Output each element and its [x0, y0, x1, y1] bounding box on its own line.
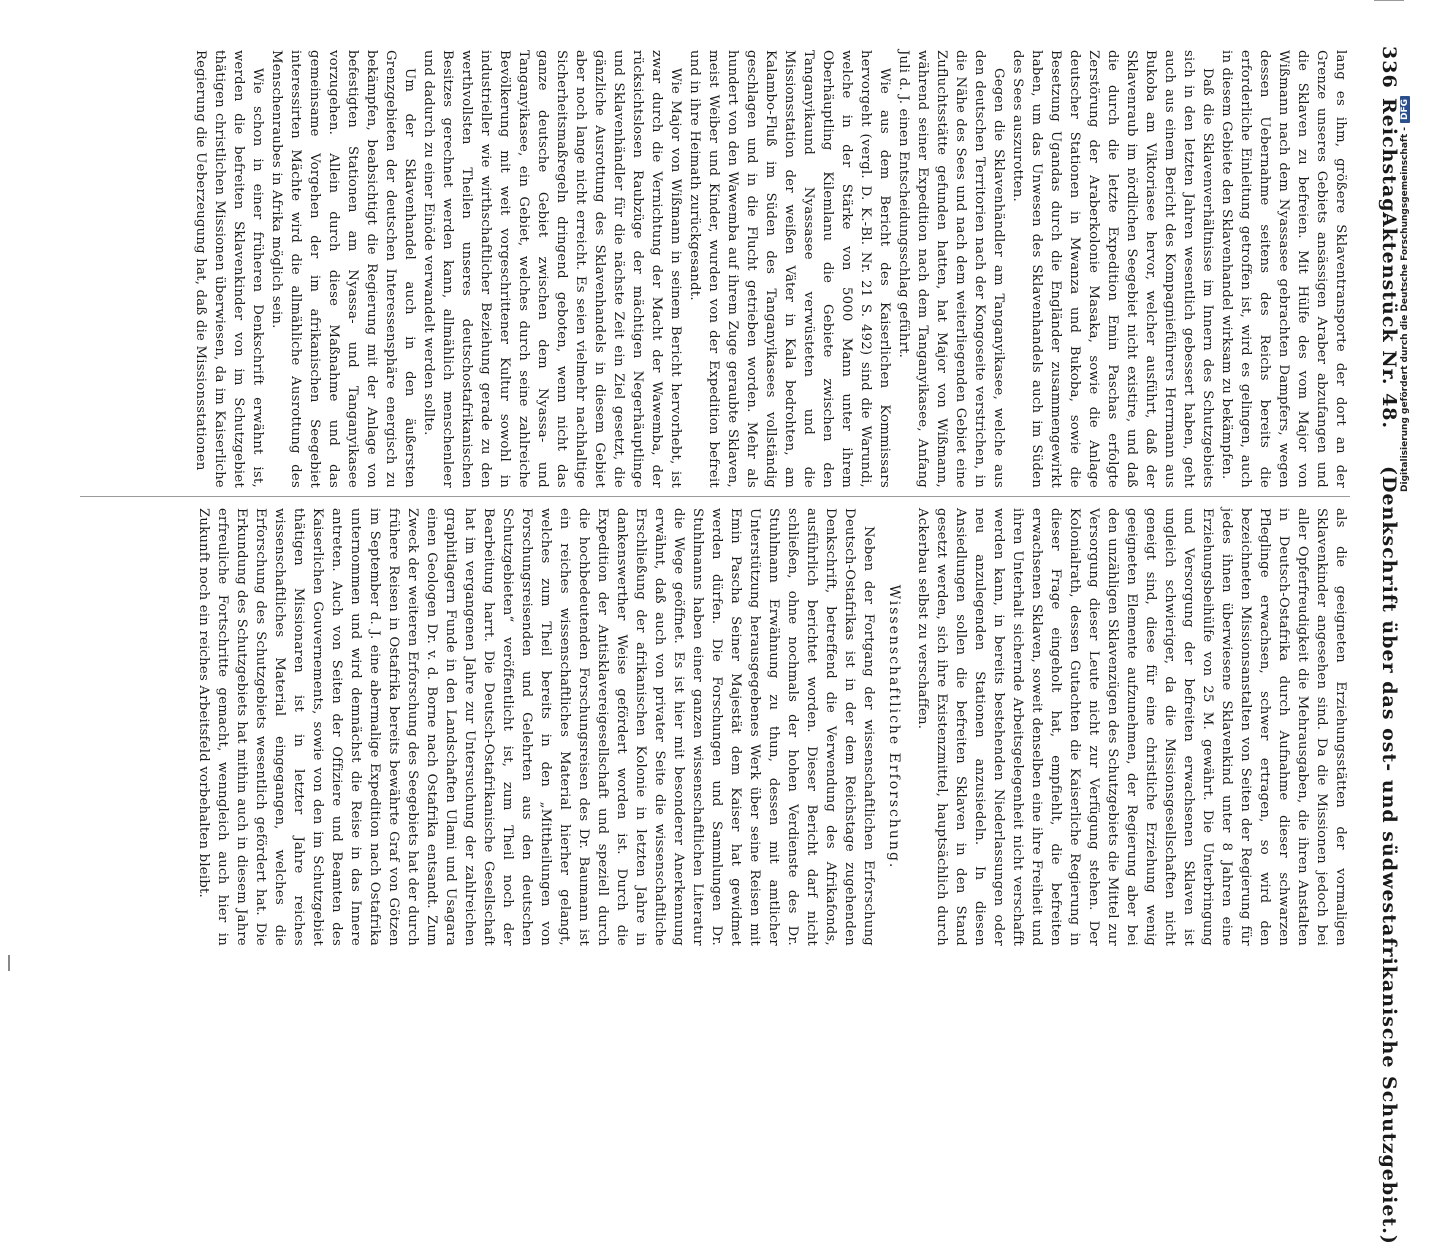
- running-head-title: Aktenstück Nr. 48.: [1378, 212, 1400, 430]
- digitization-note: [1400, 96, 1414, 1096]
- running-header: [1364, 46, 1404, 1245]
- right-column: [194, 508, 1350, 946]
- paragraph: Neben der Fortgang der wissenschaftlichen Erforschung Deutsch-Ostafrikas ist in der dem Reichstage zugehenden Denkschrift, betreffend die Verwendung des Afrikafonds, ausführlich berichtet worden. Dieser Bericht darf nicht schließen, ohne nochmals der hohen Verdienste des Dr. Stuhlmann Erwähnung zu thun, dessen mit amtlicher Unterstützung herausgegebenes Werk über seine Reisen mit Emin Pascha Seiner Majestät dem Kaiser hat gewidmet werden dürfen. Die Forschungen und Sammlungen Dr. Stuhlmanns haben einer ganzen wissenschaftlichen Literatur die Wege geöffnet. Es ist hier mit besonderer Anerkennung erwähnt, daß auch von privater Seite die wissenschaftliche Erschließung der afrikanischen Kolonie in letzten Jahre in dankenswerther Weise gefördert worden ist. Durch die Expedition der Antisklavereigesellschaft und speziell durch die hochbedeutenden Forschungsreisen des Dr. Baumann ist ein reiches wissenschaftliches Material hierher gelangt, welches zum Theil bereits in den „Mittheilungen von Forschungsreisenden und Gelehrten aus den deutschen Schutzgebieten“ veröffentlicht ist, zum Theil noch der Bearbeitung harrt. Die Deutsch-Ostafrikanische Gesellschaft hat im vergangenen Jahre zur Untersuchung der zahlreichen graphitlagern Funde in den Landschaften Ulami und Usagara einen Geologen Dr. v. d. Borne nach Ostafrika entsandt. Zum Zweck der weiteren Erforschung des Seegebiets hat der durch frühere Reisen in Ostafrika bereits bewährte Graf von Götzen im September d. J. eine abermalige Expedition nach Ostafrika unternommen und wird demnächst die Reise in das Innere antreten. Auch von Seiten der Offiziere und Beamten des Kaiserlichen Gouvernements, sowie von den im Schutzgebiet thätigen Missionaren ist in letzter Jahre reiches wissenschaftliches Material eingegangen, welches die Erforschung des Schutzgebiets wesentlich gefördert hat. Die Erkundung des Schutzgebiets hat mithin auch in diesem Jahre erfreuliche Fortschritte gemacht, wenngleich auch hier in Zukunft noch ein reiches Arbeitsfeld vorbehalten bleibt.: [196, 508, 876, 946]
- scan-speck: [8, 955, 10, 971]
- running-head-subtitle: (Denkschrift über das ost- und südwestafrikanische Schutzgebiet.): [1378, 466, 1400, 1245]
- paragraph: Wie schon in einer früheren Denkschrift erwähnt ist, werden die befreiten Sklavenkinder von im Schutzgebiet thätigen christlichen Missionen überwiesen, da im Kaiserliche Regierung die Ueberzeugung hat, daß die Missionsstationen: [193, 50, 265, 488]
- left-column: [191, 50, 1350, 488]
- running-head-left: Reichstag.: [1378, 98, 1400, 221]
- scan-edge-mark: [1374, 0, 1404, 1]
- paragraph: als die geeigneten Erziehungsstätten der vormaligen Sklavenkinder angesehen sind. Da die Missionen jedoch bei aller Opferfreudigkeit die Mehrausgaben, die ihren Anstalten in Deutsch-Ostafrika durch Aufnahme dieser schwarzen Pfleglinge erwachsen, schwer ertragen, so wird den bezeichneten Missionsanstalten von Seiten der Regierung für jedes ihnen überwiesene Sklavenkind unter 8 Jahren eine Erziehungsbeihülfe von 25 M. gewährt. Die Unterbringung und Versorgung der befreiten erwachsenen Sklaven ist ungleich schwieriger, da die Missionsgesellschaften nicht geneigt sind, diese für eine christliche Erziehung wenig geeigneten Elemente aufzunehmen, der Regierung aber bei den unzähligen Sklavenzügen des Schutzgebiets die Mittel zur Versorgung dieser Leute nicht zur Verfügung stehen. Der Kolonialrath, dessen Gutachten die Kaiserliche Regierung in dieser Frage eingeholt hat, empfiehlt, die befreiten erwachsenen Sklaven, soweit denselben eine ihre Freiheit und ihren Unterhalt sichernde Arbeitsgelegenheit nicht verschafft werden kann, in bereits bestehenden Niederlassungen oder neu anzulegenden Stationen anzusiedeln. In diesen Ansiedlungen sollen die befreiten Sklaven in den Stand gesetzt werden, sich ihre Existenzmittel, hauptsächlich durch Ackerbau selbst zu verschaffen.: [915, 508, 1348, 946]
- page-number: 336: [1378, 46, 1400, 89]
- section-heading: Wissenschaftliche Erforschung.: [886, 584, 902, 870]
- paragraph: Wie aus dem Bericht des Kaiserlichen Kommissars hervorgeht (vergl. D. K.-Bl. Nr. 21 S. 492) sind die Warundi, welche in der Stärke von 5000 Mann unter ihrem Oberhäuptling Kilemlanu die Gebiete zwischen den Tanganyikaund Nyassasee verwüsteten und die Missionsstation der weißen Väter in Kala bedrohten, am Kalambo-Fluß im Süden des Tanganyikasees vollständig geschlagen und in die Flucht getrieben worden. Mehr als hundert von den Wawemba auf ihrem Zuge geraubte Sklaven, meist Weiber und Kinder, wurden von der Expedition befreit und in ihre Heimath zurückgesandt.: [687, 50, 892, 488]
- paragraph: lang es ihm, größere Sklaventransporte der dort an der Grenze unseres Gebiets ansässigen Araber abzufangen und die Sklaven zu befreien. Mit Hülfe des vom Major von Wißmann nach dem Nyassasee gebrachten Dampfers, wegen dessen Uebernahme seitens des Reichs bereits die erforderliche Einleitung getroffen ist, wird es gelingen, auch in diesem Gebiete den Sklavenhandel wirksam zu bekämpfen.: [1219, 50, 1348, 488]
- dfg-badge: DFG: [1400, 96, 1410, 123]
- paragraph: Daß die Sklavenverhältnisse im Innern des Schutzgebiets sich in den letzten Jahren wesentlich gebessert haben, geht auch aus einem Bericht des Kompagnieführers Herrmann aus Bukoba am Viktoriasee hervor, welcher ausführt, daß der Sklavenraub im nördlichen Seegebiet nicht existire, und daß die durch die letzte Expedition Emin Paschas erfolgte Zerstörung der Araberkolonie Masaka, sowie die Anlage deutscher Stationen in Mwanza und Bukoba, sowie die Besetzung Ugandas durch die Engländer zusammengewirkt haben, um das Unwesen des Sklavenhandels auch im Süden des Sees auszurotten.: [1010, 50, 1215, 488]
- paragraph: Um der Sklavenhandel auch in den äußersten Grenzgebieten der deutschen Interessensphäre energisch zu bekämpfen, beabsichtigt die Regierung mit der Anlage von befestigten Stationen am Nyassa- und Tanganyikasee vorzugehen. Allein durch diese Maßnahme und das gemeinsame Vorgehen der im afrikanischen Seegebiet interessirten Mächte wird die allmähliche Ausrottung des Menschenraubes in Afrika möglich sein.: [269, 50, 417, 488]
- paragraph: Gegen die Sklavenhändler am Tanganyikasee, welche aus den deutschen Territorien nach der Kongoseite verstrichen, in die Nähe des Sees und nach dem weiterliegenden Gebiet eine Zufluchtsstätte gefunden hatten, hat Major von Wißmann, während seiner Expedition nach dem Tanganyikasee, Anfang Juli d. J. einen Entscheidungsschlag geführt.: [896, 50, 1006, 488]
- paragraph: Wie Major von Wißmann in seinem Bericht hervorhebt, ist zwar durch die Vernichtung der Macht der Wawemba, der rücksichtslosen Raubzüge der mächtigen Negerhäuptlinge und Sklavenhändler für die nächste Zeit ein Ziel gesetzt, die gänzliche Ausrottung des Sklavenhandels in diesem Gebiet aber noch lange nicht erreicht. Es seien vielmehr nachhaltige Sicherheitsmaßregeln dringend geboten, wenn nicht das ganze deutsche Gebiet zwischen dem Nyassa- und Tanganyikasee, ein Gebiet, welches durch seine zahlreiche Bevölkerung mit weit vorgeschrittener Kultur sowohl in industrieller wie wirthschaftlicher Beziehung gerade zu den werthvollsten Theilen unseres deutschostafrikanischen Besitzes gerechnet werden kann, allmählich menschenleer und dadurch zu einer Einöde verwandelt werden sollte.: [421, 50, 683, 488]
- digitization-text: Digitalisierung gefördert durch die Deutsche Forschungsgemeinschaft -: [1400, 127, 1410, 492]
- column-divider: [80, 496, 1350, 497]
